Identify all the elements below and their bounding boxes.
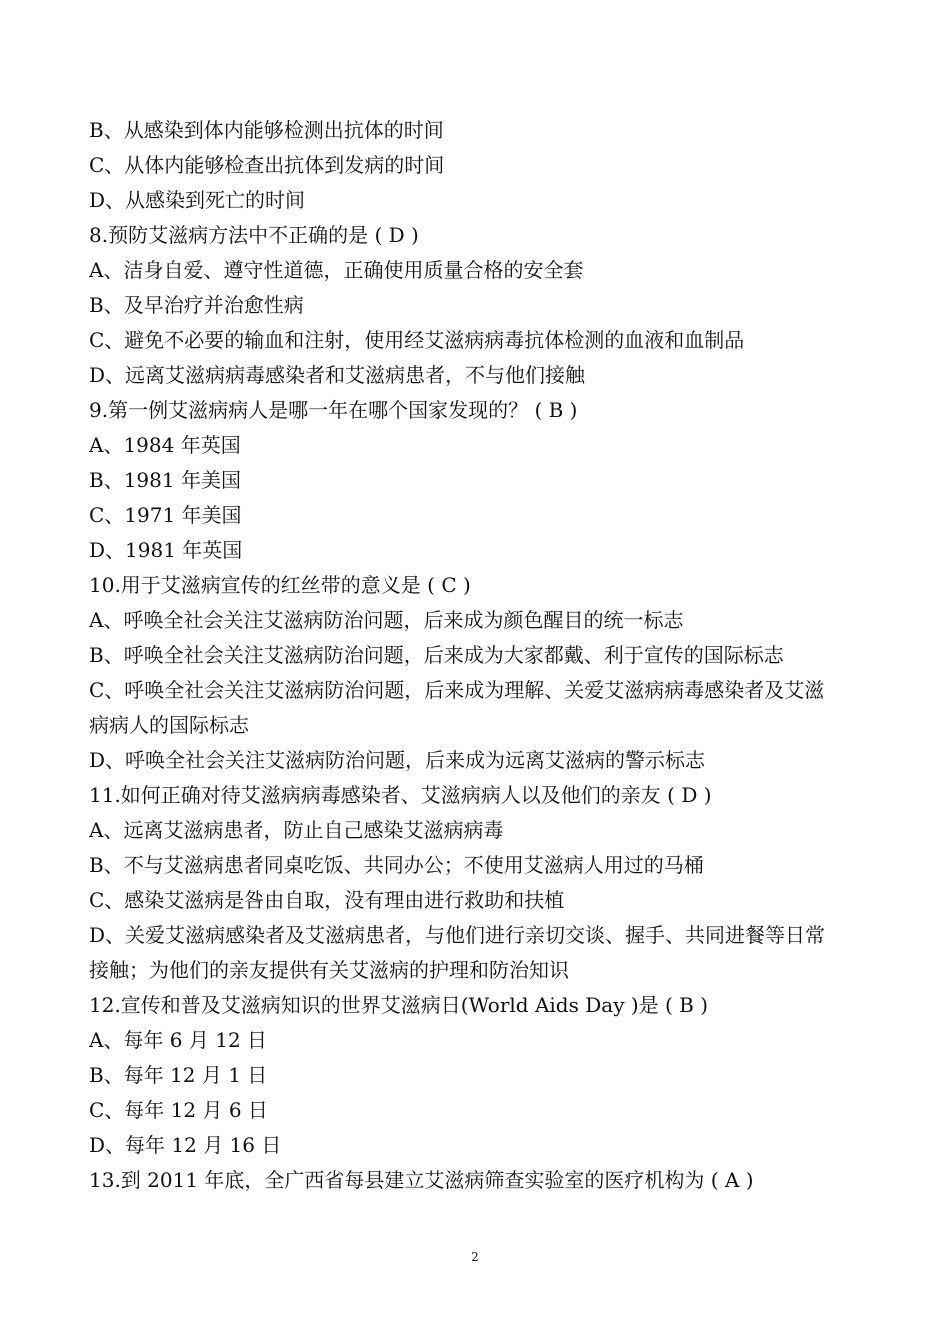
question-line: 10.用于艾滋病宣传的红丝带的意义是 ( C ) — [89, 573, 471, 597]
option-line: C、呼唤全社会关注艾滋病防治问题，后来成为理解、关爱艾滋病病毒感染者及艾滋 — [89, 678, 825, 702]
text-body — [89, 113, 909, 1198]
option-line: B、从感染到体内能够检测出抗体的时间 — [89, 118, 444, 142]
option-line: A、呼唤全社会关注艾滋病防治问题，后来成为颜色醒目的统一标志 — [89, 608, 684, 632]
question-line: 11.如何正确对待艾滋病病毒感染者、艾滋病病人以及他们的亲友 ( D ) — [89, 783, 712, 807]
option-line: A、每年 6 月 12 日 — [89, 1028, 268, 1052]
question-line: 13.到 2011 年底，全广西省每县建立艾滋病筛查实验室的医疗机构为 ( A ) — [89, 1168, 754, 1192]
option-line: C、从体内能够检查出抗体到发病的时间 — [89, 153, 445, 177]
option-line: D、呼唤全社会关注艾滋病防治问题，后来成为远离艾滋病的警示标志 — [89, 748, 706, 772]
option-line: B、不与艾滋病患者同桌吃饭、共同办公；不使用艾滋病人用过的马桶 — [89, 853, 704, 877]
option-line: B、每年 12 月 1 日 — [89, 1063, 268, 1087]
option-line: D、1981 年英国 — [89, 538, 243, 562]
option-line: D、从感染到死亡的时间 — [89, 188, 306, 212]
option-line: D、每年 12 月 16 日 — [89, 1133, 282, 1157]
question-line: 8.预防艾滋病方法中不正确的是 ( D ) — [89, 223, 419, 247]
option-line: A、远离艾滋病患者，防止自己感染艾滋病病毒 — [89, 818, 504, 842]
option-line: C、感染艾滋病是咎由自取，没有理由进行救助和扶植 — [89, 888, 565, 912]
option-line: C、避免不必要的输血和注射，使用经艾滋病病毒抗体检测的血液和血制品 — [89, 328, 745, 352]
option-line: C、1971 年美国 — [89, 503, 242, 527]
option-line: D、关爱艾滋病感染者及艾滋病患者，与他们进行亲切交谈、握手、共同进餐等日常 — [89, 923, 826, 947]
option-line: A、1984 年英国 — [89, 433, 241, 457]
option-line: B、呼唤全社会关注艾滋病防治问题，后来成为大家都戴、利于宣传的国际标志 — [89, 643, 784, 667]
option-line: B、及早治疗并治愈性病 — [89, 293, 304, 317]
question-line: 12.宣传和普及艾滋病知识的世界艾滋病日(World Aids Day )是 ( B ) — [89, 993, 709, 1017]
option-line: A、洁身自爱、遵守性道德，正确使用质量合格的安全套 — [89, 258, 584, 282]
option-line: B、1981 年美国 — [89, 468, 241, 492]
option-line: 病病人的国际标志 — [89, 713, 249, 737]
question-line: 9.第一例艾滋病病人是哪一年在哪个国家发现的？ ( B ) — [89, 398, 578, 422]
page-number: 2 — [471, 1250, 479, 1264]
option-line: 接触；为他们的亲友提供有关艾滋病的护理和防治知识 — [89, 958, 569, 982]
option-line: C、每年 12 月 6 日 — [89, 1098, 268, 1122]
option-line: D、远离艾滋病病毒感染者和艾滋病患者，不与他们接触 — [89, 363, 586, 387]
